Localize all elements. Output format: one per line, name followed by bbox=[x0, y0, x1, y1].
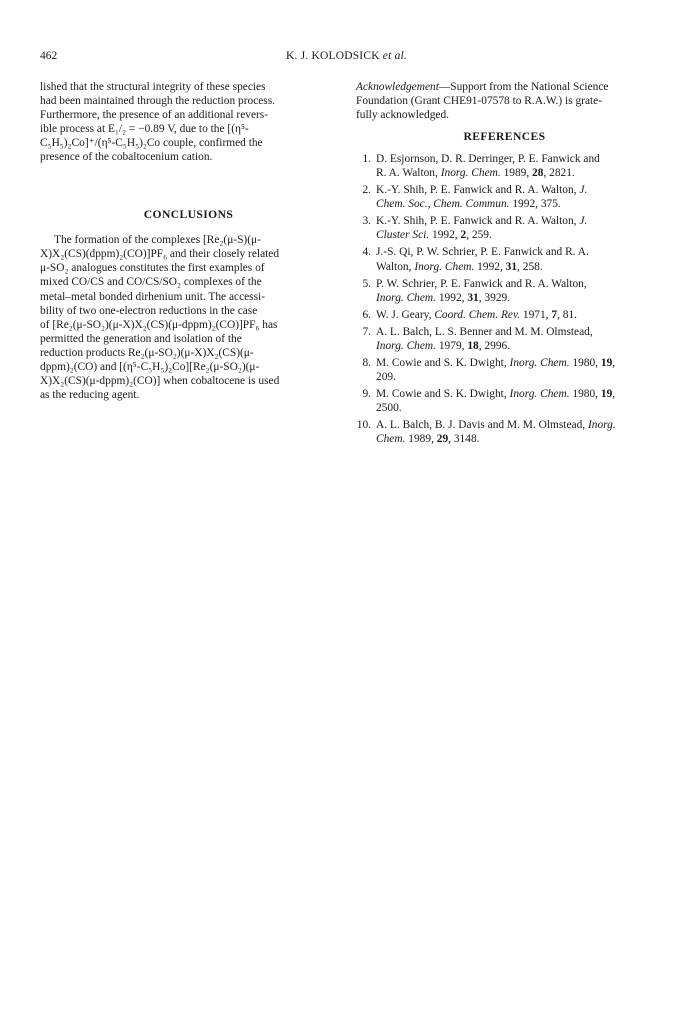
reference-pages: , 259. bbox=[466, 229, 492, 242]
reference-authors: K.-Y. Shih, P. E. Fanwick and R. A. Walton, bbox=[376, 215, 580, 228]
reference-authors: K.-Y. Shih, P. E. Fanwick and R. A. Walton, bbox=[376, 184, 580, 197]
reference-journal: Inorg. Chem. bbox=[509, 356, 570, 369]
reference-text bbox=[376, 228, 653, 242]
reference-year: 1979, bbox=[436, 339, 468, 352]
text-line: X)X₂(CS)(μ-dppm)₂(CO)] when cobaltocene is used bbox=[40, 374, 280, 387]
reference-journal: Inorg. Chem. bbox=[509, 387, 570, 400]
reference-pages: , 3148. bbox=[448, 433, 480, 446]
reference-authors: M. Cowie and S. K. Dwight, bbox=[376, 356, 510, 369]
reference-journal: Inorg. Chem. bbox=[440, 167, 501, 180]
reference-text bbox=[376, 291, 653, 305]
reference-item bbox=[356, 356, 653, 384]
reference-pages: , 81. bbox=[557, 308, 578, 321]
reference-volume: 7 bbox=[551, 308, 558, 321]
reference-text bbox=[376, 418, 653, 432]
reference-text: A. L. Balch, L. S. Benner and M. M. Olmstead, bbox=[376, 325, 593, 338]
reference-number: 7. bbox=[362, 325, 371, 338]
reference-journal: Inorg. Chem. bbox=[414, 260, 475, 273]
reference-volume: 31 bbox=[467, 291, 479, 304]
text-line: presence of the cobaltocenium cation. bbox=[40, 151, 213, 164]
text-line: The formation of the complexes [Re₂(μ-S)(μ- bbox=[54, 234, 261, 247]
reference-pages: , 2821. bbox=[543, 167, 575, 180]
reference-authors: M. Cowie and S. K. Dwight, bbox=[376, 387, 510, 400]
reference-journal: Inorg. Chem. bbox=[376, 339, 437, 352]
reference-year: 1992, bbox=[509, 198, 541, 211]
reference-text bbox=[376, 166, 653, 180]
text-line: dppm)₂(CO) and [(η⁵-C₅H₅)₂Co][Re₂(μ-SO₂)(μ- bbox=[40, 360, 260, 373]
text-line: of [Re₂(μ-SO₂)(μ-X)X₂(CS)(μ-dppm)₂(CO)]PF₆ has bbox=[40, 318, 278, 331]
reference-authors: A. L. Balch, B. J. Davis and M. M. Olmstead, bbox=[376, 418, 588, 431]
reference-pages: , 2996. bbox=[478, 339, 511, 352]
reference-year: 1992, bbox=[474, 260, 506, 273]
reference-number: 4. bbox=[362, 246, 371, 259]
reference-pages: 375. bbox=[540, 198, 561, 211]
reference-text bbox=[376, 308, 653, 322]
text-line: bility of two one-electron reductions in the case bbox=[40, 304, 258, 317]
text-line: as the reducing agent. bbox=[40, 388, 140, 401]
running-header bbox=[40, 50, 653, 66]
reference-year: 1989, bbox=[500, 167, 533, 180]
reference-pages: , bbox=[612, 356, 616, 369]
reference-pages: , 258. bbox=[517, 260, 543, 273]
text-line: reduction products Re₂(μ-SO₂)(μ-X)X₂(CS)(μ- bbox=[40, 346, 254, 359]
right-column bbox=[356, 80, 653, 449]
reference-text bbox=[376, 432, 653, 446]
reference-text: P. W. Schrier, P. E. Fanwick and R. A. Walton, bbox=[376, 277, 587, 290]
reference-volume: 19 bbox=[600, 387, 613, 400]
reference-journal: Inorg. bbox=[587, 418, 616, 431]
acknowledgement-text: —Support from the National Science bbox=[438, 81, 609, 93]
reference-authors: R. A. Walton, bbox=[376, 167, 441, 180]
text-line: metal–metal bonded dirhenium unit. The accessi- bbox=[40, 290, 266, 303]
reference-pages: , 3929. bbox=[478, 291, 511, 304]
conclusions-paragraph bbox=[40, 233, 337, 402]
reference-item bbox=[356, 245, 653, 273]
reference-volume: 19 bbox=[600, 356, 613, 369]
reference-item bbox=[356, 325, 653, 353]
reference-text bbox=[376, 197, 653, 211]
reference-year: 1992, bbox=[436, 291, 468, 304]
reference-pages: , bbox=[612, 387, 616, 400]
acknowledgement-lead: Acknowledgement bbox=[356, 81, 439, 93]
reference-item bbox=[356, 214, 653, 242]
reference-year: 1992, bbox=[429, 229, 461, 242]
reference-number: 1. bbox=[362, 153, 371, 166]
reference-journal: Chem. bbox=[376, 433, 406, 446]
text-line: μ-SO₂ analogues constitutes the first examples of bbox=[40, 262, 265, 275]
reference-number: 6. bbox=[362, 308, 371, 321]
reference-journal: J. bbox=[579, 184, 588, 197]
reference-volume: 18 bbox=[467, 339, 479, 352]
reference-text bbox=[376, 183, 653, 197]
reference-number: 10. bbox=[356, 418, 371, 431]
running-et-al: et al. bbox=[382, 50, 407, 62]
acknowledgement-paragraph bbox=[356, 80, 653, 122]
reference-item bbox=[356, 152, 653, 180]
reference-text: D. Esjornson, D. R. Derringer, P. E. Fanwick and bbox=[376, 153, 600, 166]
reference-item bbox=[356, 277, 653, 305]
results-paragraph bbox=[40, 80, 337, 164]
reference-text bbox=[376, 260, 653, 274]
text-line: X)X₂(CS)(dppm)₂(CO)]PF₆ and their closely related bbox=[40, 248, 280, 261]
reference-text: J.-S. Qi, P. W. Schrier, P. E. Fanwick and R. A. bbox=[376, 246, 589, 259]
reference-authors: W. J. Geary, bbox=[376, 308, 435, 321]
text-line: Furthermore, the presence of an additional revers- bbox=[40, 109, 269, 122]
reference-item bbox=[356, 308, 653, 322]
reference-volume: 28 bbox=[532, 167, 544, 180]
text-line: Foundation (Grant CHE91-07578 to R.A.W.) is grate- bbox=[356, 95, 603, 108]
running-authors: K. J. KOLODSICK bbox=[285, 50, 380, 62]
reference-journal: Chem. Soc., Chem. Commun. bbox=[376, 198, 510, 211]
reference-item bbox=[356, 387, 653, 415]
reference-journal: Inorg. Chem. bbox=[376, 291, 437, 304]
reference-number: 9. bbox=[362, 387, 371, 400]
left-column bbox=[40, 80, 337, 402]
reference-item bbox=[356, 418, 653, 446]
text-line: lished that the structural integrity of these species bbox=[40, 81, 266, 93]
reference-authors: Walton, bbox=[376, 260, 415, 273]
reference-journal: Coord. Chem. Rev. bbox=[434, 308, 521, 321]
text-line: mixed CO/CS and CO/CS/SO₂ complexes of the bbox=[40, 276, 262, 289]
reference-number: 8. bbox=[362, 356, 371, 369]
reference-list bbox=[356, 152, 653, 446]
text-line: permitted the generation and isolation of the bbox=[40, 332, 242, 345]
text-line: C₅H₅)₂Co]⁺/(η⁵-C₅H₅)₂Co couple, confirmed the bbox=[40, 137, 263, 150]
reference-year: 1980, bbox=[569, 356, 601, 369]
text-line bbox=[356, 80, 653, 94]
reference-volume: 2 bbox=[460, 229, 467, 242]
page-number: 462 bbox=[40, 50, 58, 62]
text-line: ible process at E₁/₂ = −0.89 V, due to the [(η⁵- bbox=[40, 123, 249, 136]
reference-volume: 29 bbox=[436, 433, 449, 446]
conclusions-heading: CONCLUSIONS bbox=[143, 208, 234, 222]
reference-text: 209. bbox=[376, 370, 396, 383]
reference-text bbox=[376, 339, 653, 353]
reference-journal: Cluster Sci. bbox=[376, 229, 430, 242]
reference-volume: 31 bbox=[505, 260, 518, 273]
text-line: had been maintained through the reduction process. bbox=[40, 95, 276, 108]
reference-text bbox=[376, 387, 653, 401]
reference-text: 2500. bbox=[376, 401, 402, 414]
reference-number: 3. bbox=[362, 215, 371, 228]
references-heading: REFERENCES bbox=[463, 130, 546, 144]
running-title bbox=[40, 50, 653, 62]
reference-text bbox=[376, 214, 653, 228]
reference-year: 1971, bbox=[520, 308, 552, 321]
reference-year: 1980, bbox=[569, 387, 601, 400]
reference-journal: J. bbox=[579, 215, 588, 228]
text-line: fully acknowledged. bbox=[356, 109, 449, 122]
reference-year: 1989, bbox=[405, 433, 437, 446]
reference-number: 5. bbox=[362, 277, 371, 290]
reference-number: 2. bbox=[362, 184, 371, 197]
reference-text bbox=[376, 356, 653, 370]
reference-item bbox=[356, 183, 653, 211]
